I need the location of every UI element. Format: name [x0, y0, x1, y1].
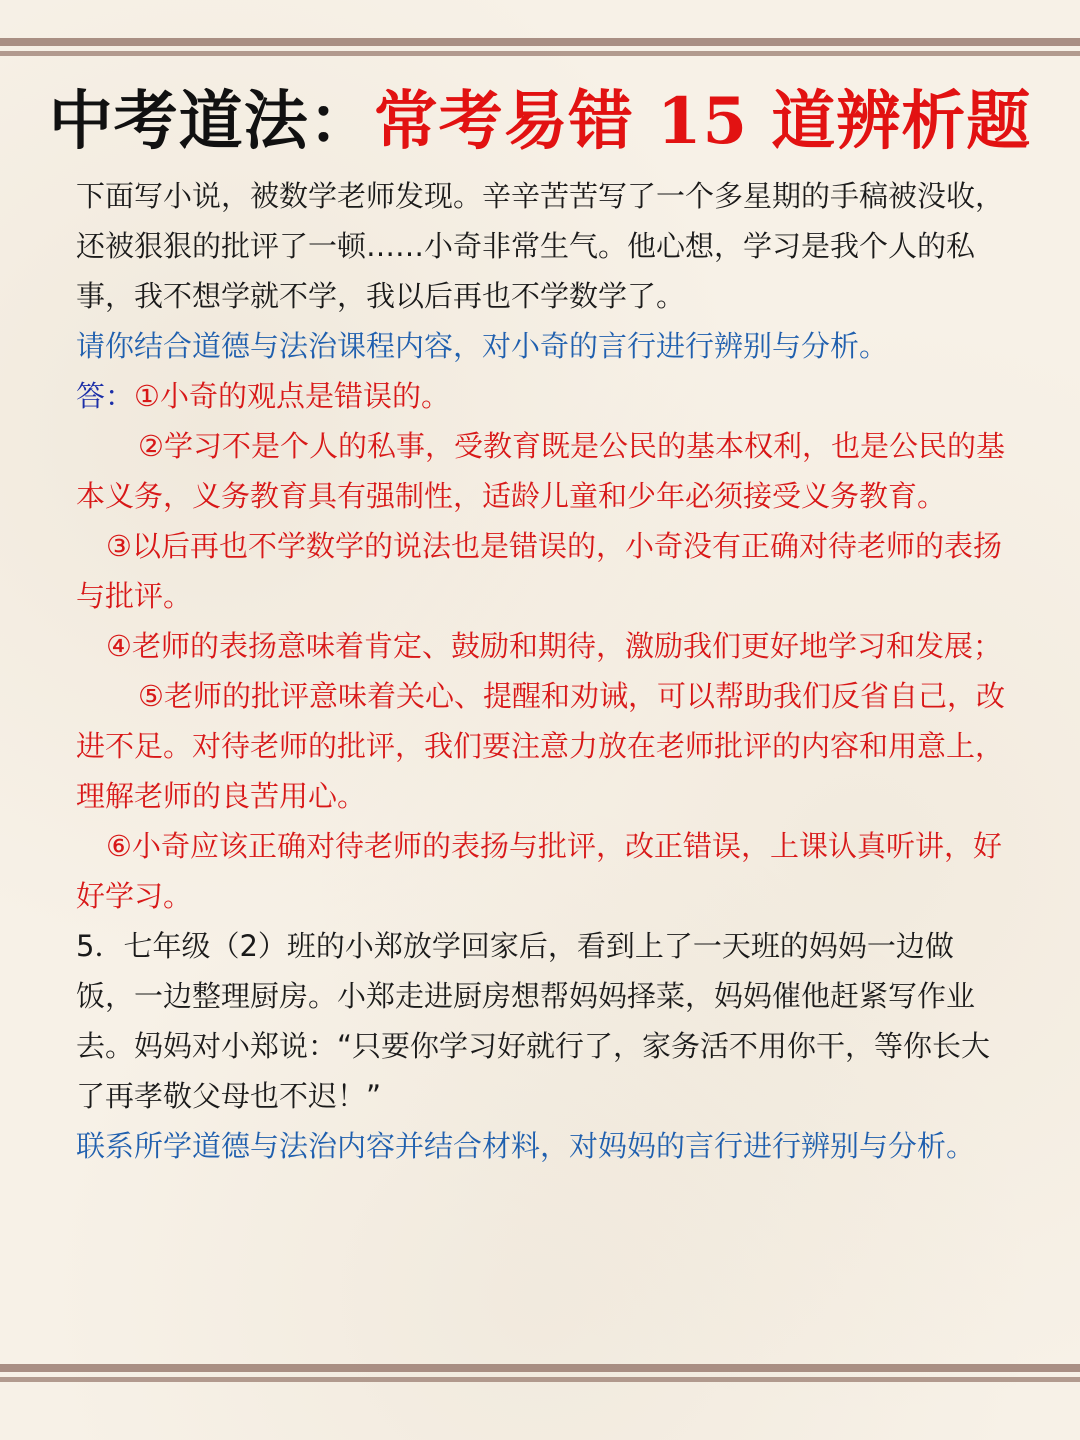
- title-prefix: 中考道法：: [48, 84, 374, 159]
- answer-point-3: ③以后再也不学数学的说法也是错误的，小奇没有正确对待老师的表扬与批评。: [76, 529, 1002, 613]
- intro-paragraph: 下面写小说，被数学老师发现。辛辛苦苦写了一个多星期的手稿被没收，还被狠狠的批评了一顿……小奇非常生气。他心想，学习是我个人的私事，我不想学就不学，我以后再也不学数学了。: [76, 179, 1005, 313]
- question-5-material: 5．七年级（2）班的小郑放学回家后，看到上了一天班的妈妈一边做饭，一边整理厨房。小郑走进厨房想帮妈妈择菜，妈妈催他赶紧写作业去。妈妈对小郑说：“只要你学习好就行了，家务活不用你干，等你长大了再孝敬父母也不迟！”: [76, 929, 991, 1113]
- question-prompt-2: 联系所学道德与法治内容并结合材料，对妈妈的言行进行辨别与分析。: [76, 1129, 976, 1163]
- top-divider: [0, 38, 1080, 60]
- title-highlight: 常考易错 15 道辨析题: [373, 84, 1032, 159]
- answer-point-4: ④老师的表扬意味着肯定、鼓励和期待，激励我们更好地学习和发展；: [106, 629, 1002, 663]
- page-title: [0, 82, 1080, 162]
- answer-point-2: ②学习不是个人的私事，受教育既是公民的基本权利，也是公民的基本义务，义务教育具有强制性，适龄儿童和少年必须接受义务教育。: [76, 429, 1005, 513]
- question-prompt-1: 请你结合道德与法治课程内容，对小奇的言行进行辨别与分析。: [76, 329, 889, 363]
- answer-point-1: ①小奇的观点是错误的。: [134, 379, 451, 413]
- answer-line-1: [76, 371, 1008, 421]
- answer-point-5: ⑤老师的批评意味着关心、提醒和劝诫，可以帮助我们反省自己，改进不足。对待老师的批评，我们要注意力放在老师批评的内容和用意上，理解老师的良苦用心。: [76, 679, 1005, 813]
- article-body: [76, 171, 1008, 1171]
- answer-label: 答：: [76, 379, 135, 413]
- answer-point-6: ⑥小奇应该正确对待老师的表扬与批评，改正错误，上课认真听讲，好好学习。: [76, 829, 1002, 913]
- bottom-divider: [0, 1364, 1080, 1386]
